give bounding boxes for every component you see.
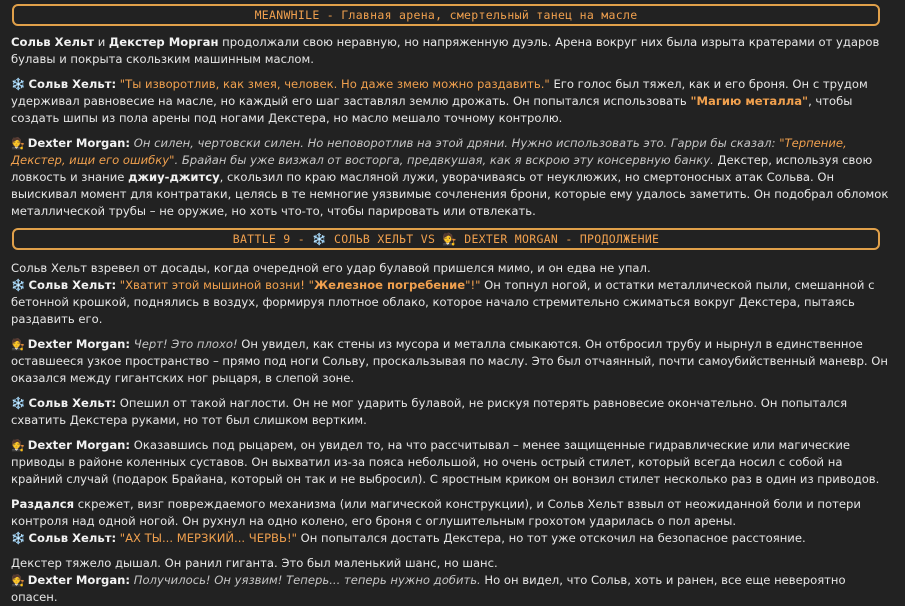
highlight: джиу-джитсу: [128, 170, 220, 184]
highlight: "Магию металла": [690, 94, 809, 108]
highlight: Железное погребение: [313, 278, 466, 292]
highlight: Раздался: [11, 497, 75, 511]
person-icon: 🧑‍⚖️: [11, 338, 25, 351]
snowflake-icon: ❄️: [11, 278, 26, 292]
speaker-label: Dexter Morgan:: [27, 136, 131, 150]
dialogue-dexter: 🧑‍⚖️ Dexter Morgan: Получилось! Он уязвим! Теперь... теперь нужно добить. Но он видел, что Сольв, хоть и ранен, все еще невероятно опасен.: [11, 573, 846, 604]
quote: "АХ ТЫ... МЕРЗКИЙ... ЧЕРВЬ!": [119, 531, 297, 545]
person-icon: 🧑‍⚖️: [11, 137, 25, 150]
person-icon: 🧑‍⚖️: [442, 232, 458, 246]
character-name: Декстер Морган: [108, 35, 219, 49]
quote: "Терпение, Декстер, ищи его ошибку": [11, 136, 847, 167]
quote: "Хватит этой мышиной возни!: [119, 278, 305, 292]
speaker-label: Dexter Morgan:: [27, 573, 131, 587]
inner-thought: Он силен, чертовски силен. Но неповоротлив на этой дряни. Нужно использовать это. Гарри бы сказал:: [130, 136, 780, 150]
narration-paragraph: Сольв Хельт и Декстер Морган продолжали свою неравную, но напряженную дуэль. Арена вокруг них была изрыта кратерами от ударов булавы и покрыта скользким машинным маслом.: [11, 35, 880, 66]
dialogue-sol: ❄️ Сольв Хельт: "Ты изворотлив, как змея, человек. Но даже змею можно раздавить." Его голос был тяжел, как и его броня. Он с трудом удерживал равновесие на масле, но каждый его шаг заставлял землю дрожать. Он попытался использовать "Магию металла", чтобы создать шипы из пола арены под ногами Декстера, но масло мешало точному контролю.: [11, 77, 868, 125]
scene-banner: MEANWHILE - Главная арена, смертельный танец на масле: [12, 4, 880, 26]
snowflake-icon: ❄️: [11, 396, 26, 410]
speaker-label: Сольв Хельт:: [28, 77, 117, 91]
speaker-label: Сольв Хельт:: [28, 396, 117, 410]
snowflake-icon: ❄️: [11, 77, 26, 91]
character-name: Сольв Хельт: [11, 35, 95, 49]
snowflake-icon: ❄️: [312, 232, 327, 246]
battle-banner: BATTLE 9 - ❄️ СОЛЬВ ХЕЛЬТ VS 🧑‍⚖️ DEXTER MORGAN - ПРОДОЛЖЕНИЕ: [12, 228, 880, 250]
dialogue-dexter: 🧑‍⚖️ Dexter Morgan: Оказавшись под рыцарем, он увидел то, на что рассчитывал – менее защищенные гидравлические или магические приводы в районе коленных суставов. Он выхватил из-за пояса небольшой, но очень острый стилет, который всегда носил с собой на крайний случай (подарок Брайана, который он так и не выбросил). С яростным криком он вонзил стилет несколько раз в один из приводов.: [11, 438, 880, 486]
speaker-label: Сольв Хельт:: [28, 278, 117, 292]
inner-thought: Черт! Это плохо!: [130, 337, 238, 351]
narration-paragraph: Раздался скрежет, визг повреждаемого механизма (или магической конструкции), и Сольв Хельт взвыл от неожиданной боли и потери контроля над одной ногой. Он рухнул на одно колено, его броня с оглушительным грохотом ударилась о пол арены.: [11, 497, 861, 528]
inner-thought: Получилось! Он уязвим! Теперь... теперь нужно добить.: [130, 573, 481, 587]
speaker-label: Dexter Morgan:: [27, 337, 131, 351]
speaker-label: Сольв Хельт:: [28, 531, 117, 545]
dialogue-sol: ❄️ Сольв Хельт: "Хватит этой мышиной возни! "Железное погребение"!" Он топнул ногой, и остатки металлической пыли, смешанной с бетонной крошкой, поднялись в воздух, формируя плотное облако, которое начало стремительно сжиматься вокруг Декстера, пытаясь раздавить его.: [11, 278, 875, 326]
speaker-label: Dexter Morgan:: [27, 438, 131, 452]
dialogue-dexter: 🧑‍⚖️ Dexter Morgan: Черт! Это плохо! Он увидел, как стены из мусора и металла смыкаются. Он отбросил трубу и нырнул в единственное оставшееся узкое пространство – прямо под ноги Сольву, проскальзывая по маслу. Это был отчаянный, почти самоубийственный маневр. Он оказался между гигантских ног рыцаря, в слепой зоне.: [11, 337, 889, 385]
quote: "Ты изворотлив, как змея, человек. Но даже змею можно раздавить.": [119, 77, 550, 91]
dialogue-dexter: 🧑‍⚖️ Dexter Morgan: Он силен, чертовски силен. Но неповоротлив на этой дряни. Нужно использовать это. Гарри бы сказал: "Терпение, Декстер, ищи его ошибку". Брайан бы уже визжал от восторга, предвкушая, как я вскрою эту консервную банку. Декстер, используя свою ловкость и знание джиу-джитсу, скользил по краю масляной лужи, уворачиваясь от неуклюжих, но смертоносных атак Сольва. Он выискивал момент для контратаки, целясь в те немногие уязвимые сочленения брони, которые ему удалось заметить. Он подобрал обломок металлической трубы – не оружие, но хоть что-то, чтобы парировать или отвлекать.: [11, 136, 889, 218]
narration-paragraph: Декстер тяжело дышал. Он ранил гиганта. Это был маленький шанс, но шанс.: [11, 556, 498, 570]
person-icon: 🧑‍⚖️: [11, 574, 25, 587]
narration-paragraph: Сольв Хельт взревел от досады, когда очередной его удар булавой пришелся мимо, и он едва не упал.: [11, 261, 651, 275]
person-icon: 🧑‍⚖️: [11, 439, 25, 452]
dialogue-sol: ❄️ Сольв Хельт: Опешил от такой наглости. Он не мог ударить булавой, не рискуя потерять равновесие окончательно. Он попытался схватить Декстера руками, но тот был слишком вертким.: [11, 396, 848, 427]
snowflake-icon: ❄️: [11, 531, 26, 545]
dialogue-sol: ❄️ Сольв Хельт: "АХ ТЫ... МЕРЗКИЙ... ЧЕРВЬ!" Он попытался достать Декстера, но тот уже отскочил на безопасное расстояние.: [11, 531, 806, 545]
